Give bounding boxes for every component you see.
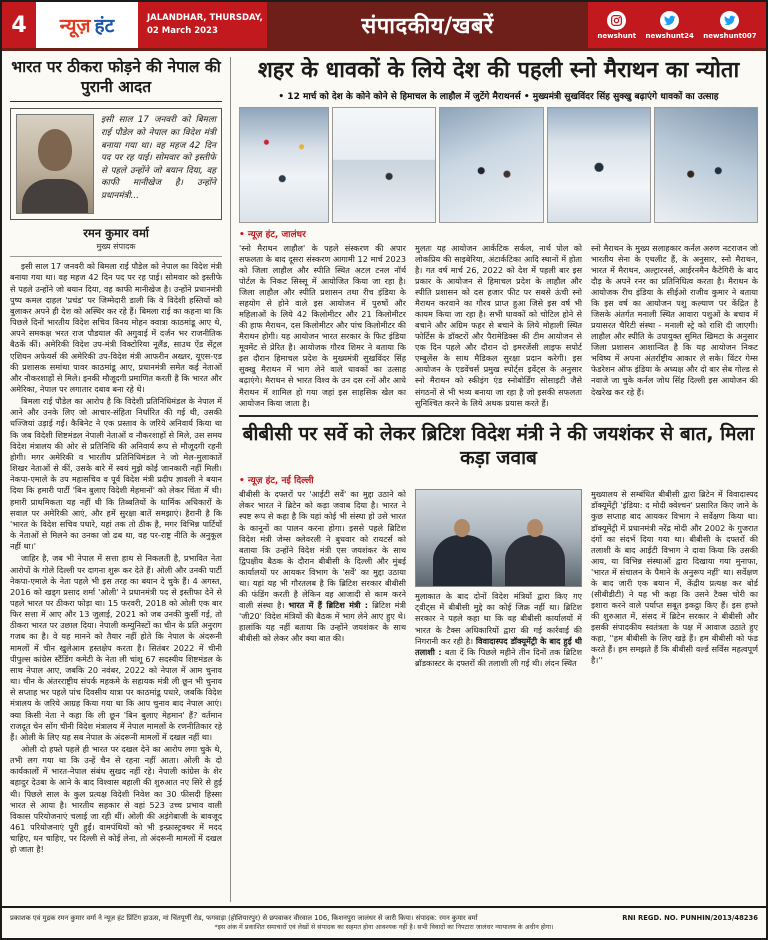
twitter-icon <box>660 11 679 30</box>
rni-number: RNI REGD. NO. PUNHIN/2013/48236 <box>622 914 758 923</box>
page-body <box>2 51 766 906</box>
social-twitter-2[interactable] <box>703 11 756 40</box>
masthead <box>2 2 766 51</box>
bbc-col2-subtext: बता दें कि पिछले महीने तीन दिनों तक ब्रिटिश ब्रॉडकास्टर के दफ्तरों की तलाशी ली गई थी। लंदन स्थित <box>415 646 582 668</box>
nepal-body <box>10 261 222 902</box>
marathon-subhead: • 12 मार्च को देश के कोने कोने से हिमाचल के लाहौल में जुटेंगे मैराथनर्स • मुख्यमंत्री सुखविंदर सिंह सुक्खु बढ़ाएंगे धावकों का उत्साह <box>278 91 719 102</box>
imprint-footer <box>2 906 766 938</box>
dateline-date: 02 March 2023 <box>147 26 218 36</box>
marathon-col-2: मुलतः यह आयोजन आर्कटिक सर्कल, नार्थ पोल को लोकप्रिय की साइबेरिया, अंटार्कटिका आदि स्थानों में होता है। गत वर्ष मार्च 26, 2022 को देश में पहली बार इस प्रकार के आयोजन से हिमाचल प्रदेश के लाहौल और स्पीति प्रशासन को दस हजार फीट पर सबसे ऊंची स्नो मैराथन करवाने का गौरव प्राप्त हुआ जिसे इस वर्ष भी कायम किया जा रहा है। सभी धावकों को चोटिल होने से बचाने और अग्रिम फहर से बचाने के लिये मोहाली स्थित फोर्टिस के डॉक्टरों और पैरामेडिक्स की टीम आयोजन से एक दिन पहले और दौरान दो इमरजेंसी लाइफ सपोर्ट एम्बुलेंस के साथ मैडिकल सुरक्षा प्रदान करेगी। इस आयोजन के एडवेंचर्स प्रमुख स्पोर्ट्स इवेंट्स के अनुसार स्नो मैराथन को स्कीइंग एंड स्नोबोर्डिंग सोसाइटी जैसे संगठनों से भी भव्य बनाया जा रहा है जो इसकी सफलता सुनिश्चित करने के लिये अथक प्रयास करते हैं। <box>415 242 582 408</box>
bbc-byline: • न्यूज़ हंट, नई दिल्ली <box>239 476 314 487</box>
twitter-icon <box>720 11 739 30</box>
social-instagram[interactable] <box>597 11 636 40</box>
article-bbc <box>239 415 758 902</box>
nepal-intro-text: इसी साल 17 जनवरी को बिमला राई पौडेल को नेपाल का विदेश मंत्री बनाया गया था। वह महज 42 दिन पद पर रह पाई। सोमवार को इस्तीफे से पहले उन्होंने जो बयान दिया, वह काफी मानीखेज है। उन्होंने प्रधानमंत्री... <box>101 115 216 201</box>
newspaper-logo <box>36 2 140 48</box>
bbc-col1-text: बीबीसी के दफ्तरों पर 'आईटी सर्वे' का मुद्दा उठाने को लेकर भारत ने ब्रिटेन को कड़ा जवाब दिया है। भारत ने स्पष्ट रूप से कहा है कि यहां कोई भी संस्था हो उसे भारत के कानूनों का पालन करना होगा। इससे पहले ब्रिटिश विदेश मंत्री जेम्स क्लेवरली ने बुधवार को रायटर्स को बताया कि उन्होंने विदेश मंत्री एस जयशंकर के साथ द्विपक्षीय बैठक के दौरान बीबीसी के दिल्ली और मुंबई कार्यालयों पर आयकर विभाग के 'सर्वे' का मुद्दा उठाया था। यहां यह भी गौरतलब है कि ब्रिटिश सरकार बीबीसी की फंडिंग करती है लेकिन वह आजादी से काम करने वाली संस्था है। <box>239 489 406 611</box>
bbc-columns <box>239 489 758 902</box>
ministers-meeting-photo <box>415 489 582 587</box>
nepal-paragraph: ओली दो हफ्ते पहले ही भारत पर दखल देने का आरोप लगा चुके थे, तभी लग गया था कि उन्हें चैन से रहना नहीं आता। ओली के दो कार्यकालों में भारत-नेपाल संबंध सुखद नहीं रहे। नेपाली कांग्रेस के शेर बहादुर देउबा के आने के बाद विश्वास बहाली की शुरुआत नए सिरे से हुई थी। पिछले साल के कुल प्रत्यक्ष विदेशी निवेश का 30 फीसदी हिस्सा भारत से आया है। भारतीय सहकार से वहां 523 उच्च प्रभाव वाली विकास परियोजनाएं चलाई जा रही थीं। ओली की अड़ंगेबाजी के बावजूद 461 परियोजनाएं पूरी हुईं। वामपंथियों को भी इन्फ्रास्ट्रक्चर में मदद चाहिए, धन चाहिए, पर दिल्ली से कोई लेना, तो अंदरूनी मामलों में दखल हो जाता है! <box>10 744 222 855</box>
marathon-col-3: स्नो मैराथन के मुख्य सलाहकार कर्नल अरुण नटराजन जो भारतीय सेना के एथलीट हैं, के अनुसार, स्नो मैराथन, भारत में मैराथन, अल्ट्रारनर्स, आईरनमैन कैटेगिरी के बाद दौड़ के अपने रनर का प्रतिनिधित्व करता है। मैराथन के आयोजक रीच इंडिया के सीईओ राजीव कुमार ने बताया कि इस वर्ष का आयोजन पशु कल्याण पर केंद्रित है जिसके अंतर्गत मनाली स्थित आवारा पशुओं के बचाव में प्रयासरत चैरिटी संस्था - मनाली स्ट्रे को राशि दी जाएगी। लाहौल और स्पीति के उपायुक्त सुमित खिमटा के अनुसार जिला प्रशासन आशान्वित है कि यह आयोजन निकट भविष्य में अपना अंतर्राष्ट्रीय आकार ले सके। विंटर गेम्स फेडरेशन ऑफ इंडिया के अध्यक्ष और दो बार सेब गोल्ड से नवाजे जा चुके कर्नल जोध सिंह दिल्ली इस आयोजन की देखरेख कर रहे हैं। <box>591 242 758 397</box>
twitter-handle-1: newshunt24 <box>645 31 694 40</box>
editor-photo <box>16 114 94 214</box>
minister-figure-left <box>433 535 492 588</box>
marathon-photo-5 <box>654 107 758 223</box>
photo-shoulders-shape <box>22 179 88 214</box>
bbc-headline: बीबीसी पर सर्वे को लेकर ब्रिटिश विदेश मंत्री ने की जयशंकर से बात, मिला कड़ा जवाब <box>242 422 755 469</box>
instagram-icon <box>607 11 626 30</box>
minister-figure-right <box>505 535 564 588</box>
logo-text-1: न्यूज़ <box>59 15 91 37</box>
social-twitter-1[interactable] <box>645 11 693 40</box>
article-marathon <box>239 57 758 409</box>
bbc-col2-text: मुलाकात के बाद दोनों विदेश मंत्रियों द्वारा किए गए ट्वीट्स में बीबीसी मुद्दे का कोई जिक्र नहीं था। ब्रिटिश सरकार ने पहले कहा था कि वह बीबीसी कार्यालयों में भारत के टैक्स अधिकारियों द्वारा की गई कार्रवाई की निगरानी कर रही है। <box>415 591 582 646</box>
bbc-col1-subhead: भारत में हैं ब्रिटिश मंत्री : <box>288 600 369 611</box>
publisher-line: प्रकाशक एवं मुद्रक रमन कुमार वर्मा ने न्यूज़ हंट प्रिंटिंग हाऊस, मां चिंतपूर्णी रोड, फगवाड़ा (होशियारपुर) से छपवाकर वीरवाल 106, किशनपुरा जालंधर से जारी किया। संपादक: रमन कुमार वर्मा <box>10 914 478 923</box>
marathon-photo-3 <box>439 107 543 223</box>
bbc-col-2 <box>415 489 582 902</box>
marathon-photo-strip <box>239 107 758 223</box>
logo-text-2: हंट <box>94 15 115 37</box>
author-name: रमन कुमार वर्मा <box>83 226 149 241</box>
disclaimer-note: *इस अंक में प्रकाशित समाचारों एवं लेखों से संपादक का सहमत होना आवश्यक नहीं है। सभी विवादों का निपटारा जालंधर न्यायालय के अधीन होगा। <box>214 923 554 932</box>
marathon-photo-4 <box>547 107 651 223</box>
marathon-photo-2 <box>332 107 436 223</box>
bbc-col-1 <box>239 489 406 902</box>
marathon-photo-1 <box>239 107 329 223</box>
article-nepal <box>10 57 231 902</box>
author-title: मुख्य संपादक <box>10 241 222 257</box>
right-column <box>231 57 758 902</box>
marathon-headline: शहर के धावकों के लिये देश की पहली स्नो मैराथन का न्योता <box>257 58 740 83</box>
marathon-columns <box>239 243 758 409</box>
nepal-lead-box <box>10 108 222 220</box>
page-number: 4 <box>2 2 36 48</box>
instagram-handle: newshunt <box>597 31 637 40</box>
photo-head-shape <box>38 129 72 171</box>
nepal-paragraph: इसी साल 17 जनवरी को बिमला राई पौडेल को नेपाल का विदेश मंत्री बनाया गया था। वह महज 42 दिन पद पर रह पाई। सोमवार को इस्तीफे से पहले उन्होंने जो बयान दिया, वह काफी मानीखेज है। उन्होंने प्रधानमंत्री पुष्प कमल दाहल 'प्रचंड' पर जिम्मेदारी डाली कि वे विदेशी हस्तियों को बुलाकर अपने ही देश को अस्थिर कर रहे हैं। बिमला राई का कहना था कि पिछले दिनों भारतीय विदेश सचिव विनय मोहन क्वात्रा काठमांडू आए थे, अपने समकक्ष भरत राज पौडयाल की अगुवाई में दर्जन भर राजनीतिक बैठकें कीं। अमेरिकी विदेश उप-मंत्री विक्टोरिया नूलैंड, साउथ ऐंड सेंट्रल एशियन अफेयर्स की अमेरिकी उप-विदेश मंत्री आफरीन अख्तर, यूएस-एड की प्रशासक समांथा पावर काठमांडू आए, प्रधानमंत्री समेत कई नेताओं और नौकरशाहों से मिले। इनकी मौजूदगी प्रमाणित करती है कि भारत और अमेरिका, नेपाल पर लगातार दबाव बना रहे थे। <box>10 261 222 394</box>
dateline-city-day: JALANDHAR, THURSDAY, <box>147 13 263 24</box>
nepal-paragraph: बिमला राई पौडेल का आरोप है कि विदेशी प्रतिनिधिमंडल के नेपाल में आने और उनके लिए जो आचार-संहिता निर्धारित की गई थी, उसकी धज्जियां उड़ाई गईं। कैबिनेट ने एक प्रस्ताव के जरिये अनिवार्य किया था कि जब विदेशी शिष्टमंडल नेपाली नेताओं व नौकरशाहों से मिले, उस समय विदेश मंत्रालय की ओर से प्रतिनिधि की अनिवार्य रूप से मौजूदगी रहनी होगी। मगर अमेरिकी व भारतीय प्रतिनिधिमंडल ने जो मेल-मुलाकातें शिखर नेताओं से कीं, उसके बारे में स्वयं मुझे कोई जानकारी नहीं मिली। नेकपा-एमाले के उप महासचिव व पूर्व विदेश मंत्री प्रदीप ज्ञावली ने बयान दिया कि हमारी पार्टी 'बिन बुलाए विदेशी मेहमानों' को लेकर चिंता में थी। हमारी प्राथमिकता यह नहीं थी कि तिब्बतियों के धार्मिक अधिकारों के सवाल पर अमेरिकी आएं, और हमें सुरक्षा बातें समझाएं। हैरानी है कि 'भारत के विदेश सचिव पधारे, यहां तक तो ठीक है, मगर विभिन्न पार्टियों के नेताओं से मिलने का उनका जो ढब था, वह पर-राष्ट्र नीति के अनुकूल नहीं था।' <box>10 396 222 552</box>
section-banner: संपादकीय/खबरें <box>267 2 588 48</box>
twitter-handle-2: newshunt007 <box>703 31 757 40</box>
social-bar <box>588 2 766 48</box>
nepal-headline: भारत पर ठीकरा फोड़ने की नेपाल की पुरानी आदत <box>10 57 222 102</box>
bbc-col1-subtext: ब्रिटिश मंत्री 'जी20' विदेश मंत्रियों की बैठक में भाग लेने आए हुए थे। हालांकि यह नहीं बताया कि उन्होंने जयशंकर के साथ बीबीसी को लेकर और क्या बात की। <box>239 600 406 644</box>
marathon-byline: • न्यूज़ हंट, जालंधर <box>239 229 306 240</box>
bbc-col2-subhead: विवादास्पद डॉक्यूमेंट्री के बाद हुई थी तलाशी : <box>415 635 582 657</box>
marathon-col-1: 'स्नो मैराथन लाहौल' के पहले संस्करण की अपार सफलता के बाद दूसरा संस्करण आगामी 12 मार्च 2023 को जिला लाहौल और स्पीति स्थित अटल टनल नॉर्थ पोर्टल के निकट सिस्सू में आयोजित किया जा रहा है। जिला लाहौल और स्पीति प्रशासन तथा रीच इंडिया के सहयोग से होने वाले इस आयोजन में पुरुषों और महिलाओं के लिये 42 किलोमीटर और 21 किलोमीटर की हाफ मैराथन, दस किलोमीटर और पांच किलोमीटर की मैराथन होगी। यह आयोजन भारत सरकार के फिट इंडिया मूवमेंट से प्रेरित है। आयोजक गौरव शिमर ने बताया कि इस दौरान हिमाचल प्रदेश के मुख्यमंत्री सुखविंदर सिंह सुक्खु मैराथन में भाग लेने वाले धावकों का उत्साह बढ़ाएंगे। मैराथन से भारत विश्व के उन दस रनों और आधे मैराथन में शामिल हो गया जहां इस साहसिक खेल का आयोजन किया जाता है। <box>239 242 406 408</box>
dateline <box>140 2 267 48</box>
bbc-col-3: मुख्यालय से सम्बंधित बीबीसी द्वारा ब्रिटेन में विवादास्पद डॉक्यूमेंट्री 'इंडिया: द मोदी क्वेश्चन' प्रसारित किए जाने के कुछ सप्ताह बाद आयकर विभाग ने सर्वेक्षण किया था। डॉक्यूमेंट्री में प्रधानमंत्री नरेंद्र मोदी और 2002 के गुजरात दंगों का संदर्भ दिया गया था। बीबीसी के दफ्तरों की तलाशी के बाद आईटी विभाग ने दावा किया कि उसकी आय, या विभिन्न संस्थाओं द्वारा दिखाया गया मुनाफा, 'भारत में संचालन के पैमाने के अनुरूप नहीं' था। सर्वेक्षण के बाद जारी एक बयान में, केंद्रीय प्रत्यक्ष कर बोर्ड (सीबीडीटी) ने यह भी कहा कि उसने टैक्स चोरी का इशारा करने वाले पर्याप्त सबूत इकट्ठा किए हैं। इस हफ्ते की शुरुआत में, संसद में ब्रिटेन सरकार ने बीबीसी और इसकी संपादकीय स्वतंत्रता के पक्ष में आवाज उठाते हुए कहा, ''हम बीबीसी के लिए खड़े हैं। हम बीबीसी को फंड करते हैं। हम समझते हैं कि बीबीसी वर्ल्ड सर्विस महत्वपूर्ण है।'' <box>591 489 758 666</box>
nepal-paragraph: जाहिर है, जब भी नेपाल में सत्ता हाथ से निकलती है, प्रभावित नेता आरोपों के गोले दिल्ली पर दागना शुरू कर देते हैं। ओली और उनकी पार्टी नेकपा-एमाले के नेता पहले भी इस तरह का बयान दे चुके हैं। 4 अगस्त, 2016 को खड्ग प्रसाद शर्मा 'ओली' ने प्रधानमंत्री पद से इस्तीफा देने से पहले भारत पर ठीकरा फोड़ा था। 15 फरवरी, 2018 को ओली एक बार फिर सत्ता में आए और 13 जुलाई, 2021 को जब उनकी कुर्सी गई, तो ठीकरा भारत पर उछाल दिया। नेपाली कम्युनिस्टों का चीन के प्रति अनुराग गजब का है। वे यह मानने को तैयार नहीं होते कि नेपाल के अंदरूनी मामलों में चीन खुलेआम हस्तक्षेप करता है। सितंबर 2022 में चीनी पीपुल्स कांग्रेस स्टैंडिंग कमेटी के नेता ली चांशू 67 सदस्यीय शिष्टमंडल के साथ नेपाल आए, जबकि 20 नवंबर, 2022 को नेपाल में आम चुनाव था। चीन के अंतरराष्ट्रीय संपर्क महकमे के सहायक मंत्री ली छून भी चुनाव से सप्ताह भर पहले पांच दिवसीय यात्रा पर काठमांडू पधारे, जबकि विदेश मंत्रालय के जरिये आग्रह किया गया था कि आप चुनाव बाद नेपाल आएं। क्या किसी नेता ने कहा कि ली छून 'बिन बुलाए मेहमान' हैं? वर्तमान राजदूत चेन सोंग चीनी विदेश मंत्रालय में नेपाल मामलों के रणनीतिकार रहे हैं। ओली के लिए यह सब नेपाल के अंदरूनी मामलों में दखल नहीं था। <box>10 553 222 742</box>
